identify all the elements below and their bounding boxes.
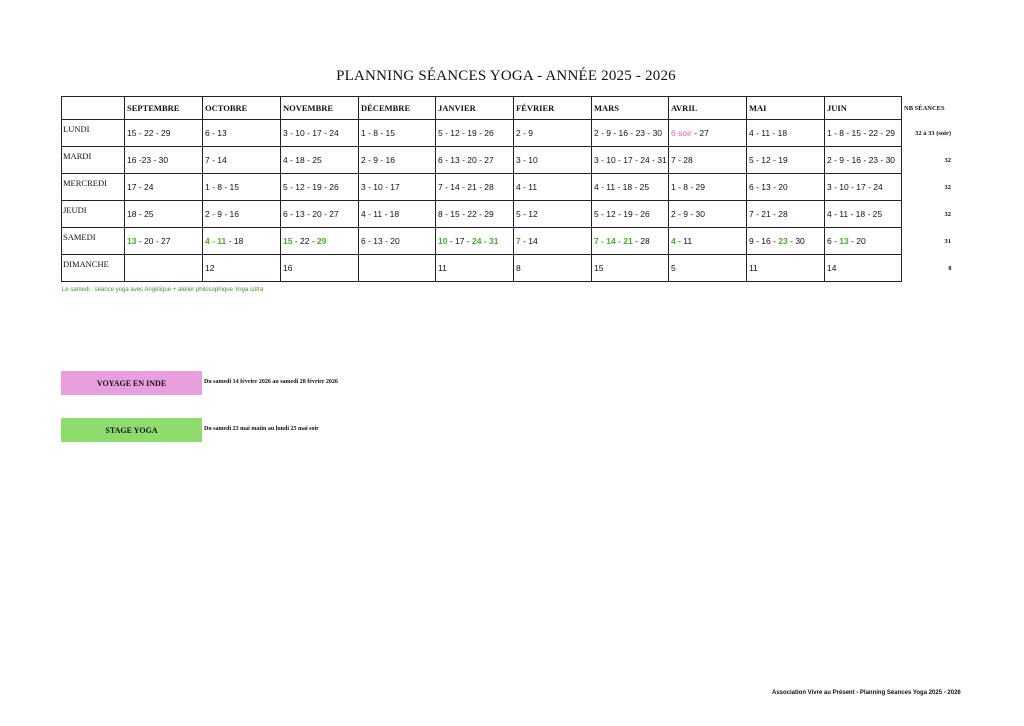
saturday-workshop-date: 10 (438, 236, 448, 246)
date-cell (747, 228, 825, 255)
month-header: MAI (747, 97, 825, 120)
session-count: 32 (944, 210, 951, 218)
day-label: MARDI (62, 147, 125, 174)
date-text: - 20 (848, 236, 866, 246)
month-header: NOVEMBRE (281, 97, 359, 120)
session-count: 32 à 33 (soir) (915, 129, 951, 137)
page-footer: Association Vivre au Présent - Planning Séances Yoga 2025 - 2026 (772, 690, 961, 696)
day-label: DIMANCHE (62, 255, 125, 282)
date-cell: 5 - 12 - 19 (747, 147, 825, 174)
date-cell: 4 - 11 (514, 174, 592, 201)
saturday-note (62, 287, 263, 293)
table-row (62, 174, 954, 201)
saturday-workshop-date: 24 - 31 (472, 236, 499, 246)
date-cell: 2 - 9 - 30 (669, 201, 747, 228)
date-cell: 11 (436, 255, 514, 282)
month-header: OCTOBRE (203, 97, 281, 120)
date-cell: 4 - 11 - 18 (359, 201, 436, 228)
date-cell: 3 - 10 - 17 - 24 (281, 120, 359, 147)
date-cell (359, 255, 436, 282)
date-cell: 17 - 24 (125, 174, 203, 201)
evening-session-highlight: 6 soir (671, 128, 692, 138)
session-count: 8 (948, 264, 952, 272)
date-cell: 3 - 10 - 17 - 24 (825, 174, 902, 201)
month-header: JANVIER (436, 97, 514, 120)
date-cell (281, 228, 359, 255)
date-cell (125, 255, 203, 282)
date-text: 6 - (827, 236, 840, 246)
saturday-workshop-date: 15 (283, 236, 293, 246)
date-cell: 1 - 8 - 15 (203, 174, 281, 201)
date-cell: 2 - 9 - 16 - 23 - 30 (825, 147, 902, 174)
session-count: 31 (944, 237, 951, 245)
date-cell: 6 - 13 - 20 - 27 (436, 147, 514, 174)
date-cell: 5 - 12 - 19 - 26 (436, 120, 514, 147)
date-text: 9 - 16 - (749, 236, 779, 246)
saturday-workshop-date: 29 (317, 236, 327, 246)
date-cell: 5 - 12 - 19 - 26 (281, 174, 359, 201)
month-header: SEPTEMBRE (125, 97, 203, 120)
date-cell (436, 228, 514, 255)
planning-table (61, 96, 954, 282)
date-text: - 27 (691, 128, 709, 138)
day-label: SAMEDI (62, 228, 125, 255)
date-cell (514, 228, 592, 255)
table-row (62, 228, 954, 255)
corner-cell (62, 97, 125, 120)
date-cell: 2 - 9 (514, 120, 592, 147)
day-label: LUNDI (62, 120, 125, 147)
date-text: - 30 (787, 236, 805, 246)
date-cell (669, 228, 747, 255)
date-text: - 22 - (292, 236, 318, 246)
date-text: - 28 (632, 236, 650, 246)
date-cell: 1 - 8 - 29 (669, 174, 747, 201)
session-count: 32 (944, 156, 951, 164)
day-label: JEUDI (62, 201, 125, 228)
saturday-note-text: Le samedi : séance yoga avec Angélique + atelier philosophique (62, 287, 235, 293)
date-cell: 6 - 13 - 20 (747, 174, 825, 201)
date-cell (825, 228, 902, 255)
date-text: 6 - 13 - 20 (361, 236, 400, 246)
date-cell: 14 (825, 255, 902, 282)
saturday-workshop-date: 4 - 11 (205, 236, 227, 246)
date-cell: 11 (747, 255, 825, 282)
date-cell: 7 - 14 (203, 147, 281, 174)
date-cell: 4 - 18 - 25 (281, 147, 359, 174)
date-text: - 20 - 27 (136, 236, 171, 246)
month-header: JUIN (825, 97, 902, 120)
saturday-note-italic: Yoga sûtra (234, 287, 264, 293)
date-cell: 18 - 25 (125, 201, 203, 228)
date-cell (203, 228, 281, 255)
month-header: MARS (592, 97, 669, 120)
date-cell: 15 - 22 - 29 (125, 120, 203, 147)
date-cell (592, 228, 669, 255)
date-cell: 1 - 8 - 15 (359, 120, 436, 147)
voyage-dates: Du samedi 14 février 2026 au samedi 28 février 2026 (204, 379, 338, 385)
saturday-workshop-date: 7 (516, 236, 521, 246)
date-cell: 5 (669, 255, 747, 282)
date-cell: 3 - 10 - 17 - 24 - 31 (592, 147, 669, 174)
stage-label-box: STAGE YOGA (61, 418, 202, 442)
date-text: - 14 (520, 236, 538, 246)
total-header: NB SÉANCES (904, 104, 945, 112)
date-cell: 7 - 21 - 28 (747, 201, 825, 228)
date-cell (359, 228, 436, 255)
saturday-workshop-date: 13 (839, 236, 849, 246)
date-cell: 12 (203, 255, 281, 282)
date-cell: 4 - 11 - 18 (747, 120, 825, 147)
date-text: - 18 (226, 236, 244, 246)
date-cell: 4 - 11 - 18 - 25 (592, 174, 669, 201)
month-header: FÉVRIER (514, 97, 592, 120)
date-cell: 8 (514, 255, 592, 282)
date-cell: 15 (592, 255, 669, 282)
date-text: - 17 - (447, 236, 473, 246)
date-cell: 1 - 8 - 15 - 22 - 29 (825, 120, 902, 147)
date-cell: 7 - 28 (669, 147, 747, 174)
date-cell: 3 - 10 (514, 147, 592, 174)
date-cell: 4 - 11 - 18 - 25 (825, 201, 902, 228)
date-cell: 5 - 12 (514, 201, 592, 228)
date-cell: 3 - 10 - 17 (359, 174, 436, 201)
stage-dates: Du samedi 23 mai matin au lundi 25 mai soir (204, 426, 319, 432)
date-cell: 7 - 14 - 21 - 28 (436, 174, 514, 201)
date-cell: 2 - 9 - 16 (359, 147, 436, 174)
date-text: - 11 (675, 236, 693, 246)
date-cell: 16 -23 - 30 (125, 147, 203, 174)
month-header: DÉCEMBRE (359, 97, 436, 120)
table-row (62, 201, 954, 228)
date-cell: 6 - 13 - 20 - 27 (281, 201, 359, 228)
saturday-workshop-date: 4 (671, 236, 676, 246)
header-row (62, 97, 954, 120)
date-cell (669, 120, 747, 147)
day-label: MERCREDI (62, 174, 125, 201)
date-cell: 16 (281, 255, 359, 282)
saturday-workshop-date: 7 - 14 - 21 (594, 236, 633, 246)
saturday-workshop-date: 23 (778, 236, 788, 246)
date-cell: 5 - 12 - 19 - 26 (592, 201, 669, 228)
date-cell: 2 - 9 - 16 (203, 201, 281, 228)
month-header: AVRIL (669, 97, 747, 120)
saturday-workshop-date: 13 (127, 236, 137, 246)
table-row (62, 255, 954, 282)
date-cell (125, 228, 203, 255)
date-cell: 2 - 9 - 16 - 23 - 30 (592, 120, 669, 147)
voyage-label-box: VOYAGE EN INDE (61, 371, 202, 395)
table-row (62, 147, 954, 174)
date-cell: 6 - 13 (203, 120, 281, 147)
table-row (62, 120, 954, 147)
date-cell: 8 - 15 - 22 - 29 (436, 201, 514, 228)
session-count: 32 (944, 183, 951, 191)
page-title: PLANNING SÉANCES YOGA - ANNÉE 2025 - 2026 (336, 68, 676, 84)
